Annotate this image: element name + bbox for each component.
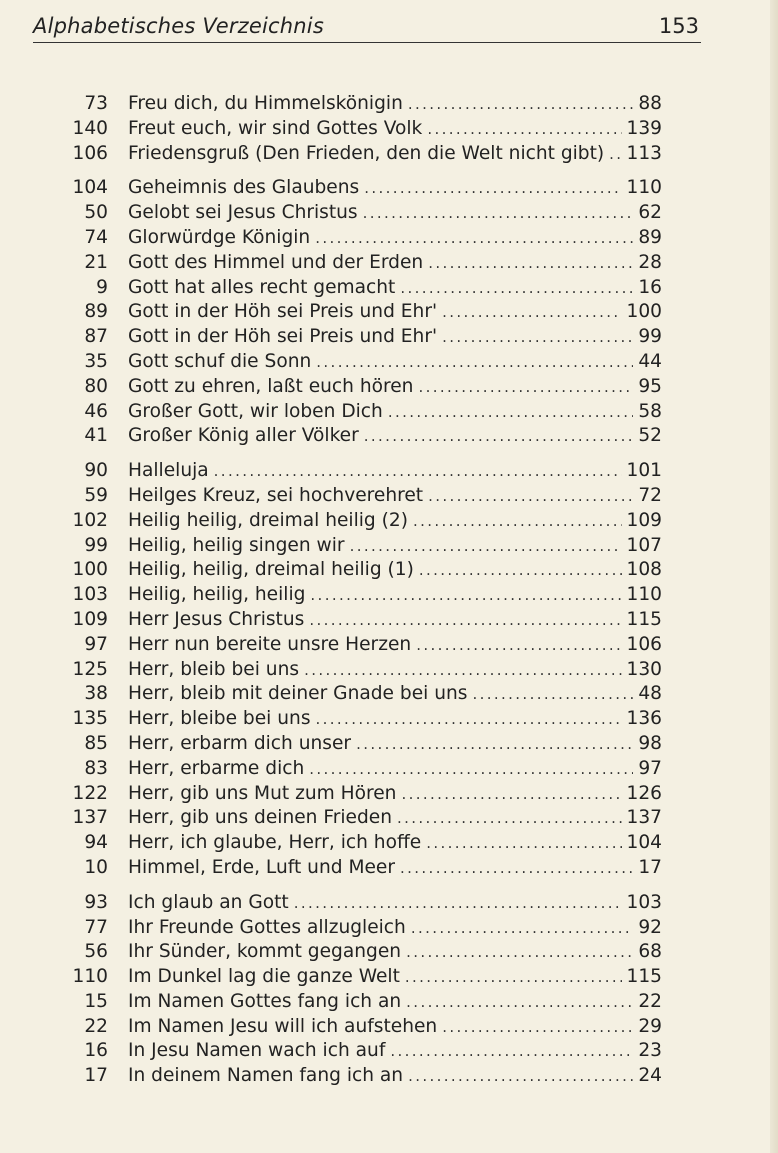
hymn-number: 102 xyxy=(72,509,108,531)
hymn-title: Gott schuf die Sonn xyxy=(128,350,312,372)
hymn-number: 122 xyxy=(72,782,108,804)
page-reference: 62 xyxy=(638,202,662,224)
hymn-title: Gott des Himmel und der Erden xyxy=(128,251,424,273)
hymn-number: 109 xyxy=(72,608,108,630)
entry-leader xyxy=(128,226,662,251)
index-entry xyxy=(0,965,778,990)
index-entry xyxy=(0,424,778,449)
page-reference: 24 xyxy=(638,1065,662,1087)
entry-leader xyxy=(128,484,662,509)
page-reference: 139 xyxy=(626,117,662,139)
index-entry xyxy=(0,350,778,375)
page-reference: 89 xyxy=(638,226,662,248)
dot-leader xyxy=(442,325,633,350)
page-reference: 110 xyxy=(626,177,662,199)
entry-leader xyxy=(128,1039,662,1064)
hymn-number: 100 xyxy=(72,559,108,581)
entry-leader xyxy=(128,459,662,484)
page-reference: 23 xyxy=(638,1040,662,1062)
page-reference: 137 xyxy=(626,807,662,829)
page-reference: 126 xyxy=(626,782,662,804)
index-entry xyxy=(0,92,778,117)
page-reference: 52 xyxy=(638,425,662,447)
hymn-number: 99 xyxy=(84,534,108,556)
index-entry xyxy=(0,142,778,167)
page-reference: 92 xyxy=(638,916,662,938)
hymn-title: Halleluja xyxy=(128,460,209,482)
hymn-title: Herr, bleib mit deiner Gnade bei uns xyxy=(128,683,468,705)
page-reference: 16 xyxy=(638,276,662,298)
entry-leader xyxy=(128,201,662,226)
section-title: Alphabetisches Verzeichnis xyxy=(33,14,324,38)
hymn-number: 93 xyxy=(84,891,108,913)
page-reference: 109 xyxy=(626,509,662,531)
page-reference: 110 xyxy=(626,584,662,606)
dot-leader xyxy=(426,831,621,856)
page-reference: 68 xyxy=(638,941,662,963)
hymn-number: 94 xyxy=(84,832,108,854)
index-entry xyxy=(0,990,778,1015)
page-reference: 98 xyxy=(638,732,662,754)
running-header xyxy=(33,14,701,43)
hymn-title: Heilig heilig, dreimal heilig (2) xyxy=(128,509,408,531)
dot-leader xyxy=(416,633,621,658)
entry-leader xyxy=(128,990,662,1015)
index-group xyxy=(0,891,778,1089)
hymn-title: Freu dich, du Himmelskönigin xyxy=(128,93,403,114)
alphabetical-index xyxy=(0,92,778,1099)
page-reference: 103 xyxy=(626,891,662,913)
dot-leader xyxy=(350,534,622,559)
index-entry xyxy=(0,534,778,559)
index-entry xyxy=(0,633,778,658)
hymn-number: 90 xyxy=(84,460,108,482)
hymn-number: 137 xyxy=(72,807,108,829)
hymn-title: Heilig, heilig singen wir xyxy=(128,534,345,556)
page-reference: 100 xyxy=(626,301,662,323)
entry-leader xyxy=(128,891,662,916)
index-group xyxy=(0,92,778,166)
index-entry xyxy=(0,831,778,856)
entry-leader xyxy=(128,424,662,449)
entry-leader xyxy=(128,251,662,276)
hymn-title: Im Dunkel lag die ganze Welt xyxy=(128,966,400,988)
hymn-number: 16 xyxy=(84,1040,108,1062)
entry-leader xyxy=(128,1015,662,1040)
dot-leader xyxy=(364,424,634,449)
hymn-number: 140 xyxy=(72,117,108,139)
hymn-title: Himmel, Erde, Luft und Meer xyxy=(128,856,396,878)
dot-leader xyxy=(442,300,621,325)
page-reference: 115 xyxy=(626,966,662,988)
hymn-title: Gott in der Höh sei Preis und Ehr' xyxy=(128,301,438,323)
page-reference: 22 xyxy=(638,990,662,1012)
dot-leader xyxy=(315,226,633,251)
entry-leader xyxy=(128,732,662,757)
entry-leader xyxy=(128,707,662,732)
hymn-title: Herr, bleib bei uns xyxy=(128,658,300,680)
dot-leader xyxy=(408,1064,633,1089)
hymn-title: Herr, ich glaube, Herr, ich hoffe xyxy=(128,832,422,854)
hymn-title: Gott hat alles recht gemacht xyxy=(128,276,396,298)
entry-leader xyxy=(128,92,662,117)
page-reference: 17 xyxy=(638,856,662,878)
index-entry xyxy=(0,459,778,484)
hymn-number: 35 xyxy=(84,350,108,372)
entry-leader xyxy=(128,806,662,831)
index-entry xyxy=(0,276,778,301)
dot-leader xyxy=(364,176,621,201)
hymn-number: 83 xyxy=(84,757,108,779)
page-reference: 28 xyxy=(638,251,662,273)
index-entry xyxy=(0,558,778,583)
hymn-number: 56 xyxy=(84,941,108,963)
index-entry xyxy=(0,707,778,732)
dot-leader xyxy=(406,940,633,965)
index-entry xyxy=(0,117,778,142)
hymn-title: Herr Jesus Christus xyxy=(128,608,305,630)
hymn-title: Heilges Kreuz, sei hochverehret xyxy=(128,484,424,506)
hymn-title: Heilig, heilig, dreimal heilig (1) xyxy=(128,559,414,581)
hymn-title: Ihr Sünder, kommt gegangen xyxy=(128,941,402,963)
hymn-title: Herr, gib uns deinen Frieden xyxy=(128,807,392,829)
page-reference: 130 xyxy=(626,658,662,680)
hymn-number: 41 xyxy=(84,425,108,447)
index-entry xyxy=(0,732,778,757)
page-reference: 44 xyxy=(638,350,662,372)
hymn-title: Geheimnis des Glaubens xyxy=(128,177,360,199)
page-reference: 48 xyxy=(638,683,662,705)
hymn-number: 17 xyxy=(84,1065,108,1087)
index-entry xyxy=(0,1039,778,1064)
page-reference: 101 xyxy=(626,460,662,482)
entry-leader xyxy=(128,916,662,941)
hymn-title: Großer Gott, wir loben Dich xyxy=(128,400,383,422)
hymn-number: 59 xyxy=(84,484,108,506)
entry-leader xyxy=(128,534,662,559)
entry-leader xyxy=(128,856,662,881)
index-entry xyxy=(0,757,778,782)
hymn-number: 22 xyxy=(84,1015,108,1037)
index-entry xyxy=(0,375,778,400)
hymn-number: 87 xyxy=(84,326,108,348)
hymn-title: Freut euch, wir sind Gottes Volk xyxy=(128,117,423,139)
entry-leader xyxy=(128,400,662,425)
page-reference: 97 xyxy=(638,757,662,779)
dot-leader xyxy=(400,276,633,301)
page-reference: 107 xyxy=(626,534,662,556)
page-reference: 104 xyxy=(626,832,662,854)
index-entry xyxy=(0,682,778,707)
dot-leader xyxy=(427,117,621,142)
hymn-title: Glorwürdge Königin xyxy=(128,226,311,248)
entry-leader xyxy=(128,1064,662,1089)
dot-leader xyxy=(304,658,621,683)
hymn-title: Herr, erbarme dich xyxy=(128,757,305,779)
page-reference: 106 xyxy=(626,633,662,655)
dot-leader xyxy=(397,806,622,831)
index-entry xyxy=(0,782,778,807)
hymn-number: 38 xyxy=(84,683,108,705)
hymn-number: 110 xyxy=(72,966,108,988)
hymn-title: In deinem Namen fang ich an xyxy=(128,1065,404,1087)
dot-leader xyxy=(309,608,621,633)
dot-leader xyxy=(408,92,633,117)
entry-leader xyxy=(128,608,662,633)
page-reference: 72 xyxy=(638,484,662,506)
index-entry xyxy=(0,940,778,965)
page-reference: 136 xyxy=(626,708,662,730)
dot-leader xyxy=(294,891,622,916)
hymn-title: Im Namen Jesu will ich aufstehen xyxy=(128,1015,438,1037)
dot-leader xyxy=(428,484,633,509)
hymn-number: 135 xyxy=(72,708,108,730)
dot-leader xyxy=(214,459,622,484)
entry-leader xyxy=(128,558,662,583)
hymn-number: 104 xyxy=(72,177,108,199)
hymn-title: Gott in der Höh sei Preis und Ehr' xyxy=(128,326,438,348)
entry-leader xyxy=(128,117,662,142)
hymn-title: Heilig, heilig, heilig xyxy=(128,584,306,606)
index-entry xyxy=(0,583,778,608)
index-entry xyxy=(0,201,778,226)
entry-leader xyxy=(128,682,662,707)
hymn-title: Großer König aller Völker xyxy=(128,425,359,447)
index-group xyxy=(0,459,778,881)
entry-leader xyxy=(128,325,662,350)
index-entry xyxy=(0,176,778,201)
hymn-number: 77 xyxy=(84,916,108,938)
index-entry xyxy=(0,806,778,831)
hymn-number: 103 xyxy=(72,584,108,606)
dot-leader xyxy=(411,916,634,941)
page-number: 153 xyxy=(658,14,699,38)
dot-leader xyxy=(405,965,622,990)
entry-leader xyxy=(128,965,662,990)
dot-leader xyxy=(419,558,622,583)
entry-leader xyxy=(128,276,662,301)
index-entry xyxy=(0,916,778,941)
page-reference: 95 xyxy=(638,375,662,397)
entry-leader xyxy=(128,142,662,167)
entry-leader xyxy=(128,658,662,683)
dot-leader xyxy=(406,990,633,1015)
dot-leader xyxy=(609,142,621,167)
dot-leader xyxy=(316,707,622,732)
entry-leader xyxy=(128,831,662,856)
hymn-number: 97 xyxy=(84,633,108,655)
hymn-title: Herr nun bereite unsre Herzen xyxy=(128,633,412,655)
hymn-number: 50 xyxy=(84,202,108,224)
dot-leader xyxy=(428,251,633,276)
page-reference: 88 xyxy=(638,93,662,114)
hymn-title: In Jesu Namen wach ich auf xyxy=(128,1040,386,1062)
hymn-number: 85 xyxy=(84,732,108,754)
index-entry xyxy=(0,1064,778,1089)
page-reference: 58 xyxy=(638,400,662,422)
dot-leader xyxy=(363,201,634,226)
index-entry xyxy=(0,226,778,251)
index-entry xyxy=(0,608,778,633)
hymn-title: Ich glaub an Gott xyxy=(128,891,289,913)
index-entry xyxy=(0,891,778,916)
entry-leader xyxy=(128,633,662,658)
page-reference: 29 xyxy=(638,1015,662,1037)
hymn-title: Gelobt sei Jesus Christus xyxy=(128,202,358,224)
dot-leader xyxy=(418,375,633,400)
page-reference: 108 xyxy=(626,559,662,581)
index-entry xyxy=(0,658,778,683)
entry-leader xyxy=(128,509,662,534)
index-entry xyxy=(0,300,778,325)
index-entry xyxy=(0,509,778,534)
hymn-number: 125 xyxy=(72,658,108,680)
hymn-title: Herr, erbarm dich unser xyxy=(128,732,352,754)
hymn-title: Im Namen Gottes fang ich an xyxy=(128,990,402,1012)
index-entry xyxy=(0,1015,778,1040)
page-reference: 115 xyxy=(626,608,662,630)
hymn-number: 73 xyxy=(84,93,108,114)
index-entry xyxy=(0,484,778,509)
hymn-number: 74 xyxy=(84,226,108,248)
dot-leader xyxy=(442,1015,633,1040)
index-entry xyxy=(0,856,778,881)
hymn-title: Friedensgruß (Den Frieden, den die Welt nicht gibt) xyxy=(128,142,605,164)
dot-leader xyxy=(309,757,633,782)
hymn-number: 46 xyxy=(84,400,108,422)
dot-leader xyxy=(356,732,633,757)
hymn-title: Herr, gib uns Mut zum Hören xyxy=(128,782,397,804)
entry-leader xyxy=(128,757,662,782)
hymn-number: 21 xyxy=(84,251,108,273)
hymn-title: Ihr Freunde Gottes allzugleich xyxy=(128,916,406,938)
hymn-number: 9 xyxy=(96,276,108,298)
hymn-title: Gott zu ehren, laßt euch hören xyxy=(128,375,414,397)
dot-leader xyxy=(413,509,622,534)
dot-leader xyxy=(388,400,634,425)
entry-leader xyxy=(128,350,662,375)
dot-leader xyxy=(390,1039,633,1064)
index-entry xyxy=(0,251,778,276)
entry-leader xyxy=(128,940,662,965)
hymn-number: 80 xyxy=(84,375,108,397)
dot-leader xyxy=(400,856,633,881)
entry-leader xyxy=(128,375,662,400)
dot-leader xyxy=(310,583,621,608)
index-entry xyxy=(0,400,778,425)
hymn-number: 15 xyxy=(84,990,108,1012)
dot-leader xyxy=(316,350,633,375)
hymn-number: 10 xyxy=(84,856,108,878)
page-reference: 99 xyxy=(638,326,662,348)
dot-leader xyxy=(472,682,633,707)
hymn-number: 106 xyxy=(72,142,108,164)
index-group xyxy=(0,176,778,449)
dot-leader xyxy=(401,782,621,807)
entry-leader xyxy=(128,583,662,608)
entry-leader xyxy=(128,176,662,201)
index-entry xyxy=(0,325,778,350)
page-reference: 113 xyxy=(626,142,662,164)
hymn-title: Herr, bleibe bei uns xyxy=(128,708,311,730)
hymn-number: 89 xyxy=(84,301,108,323)
entry-leader xyxy=(128,300,662,325)
entry-leader xyxy=(128,782,662,807)
